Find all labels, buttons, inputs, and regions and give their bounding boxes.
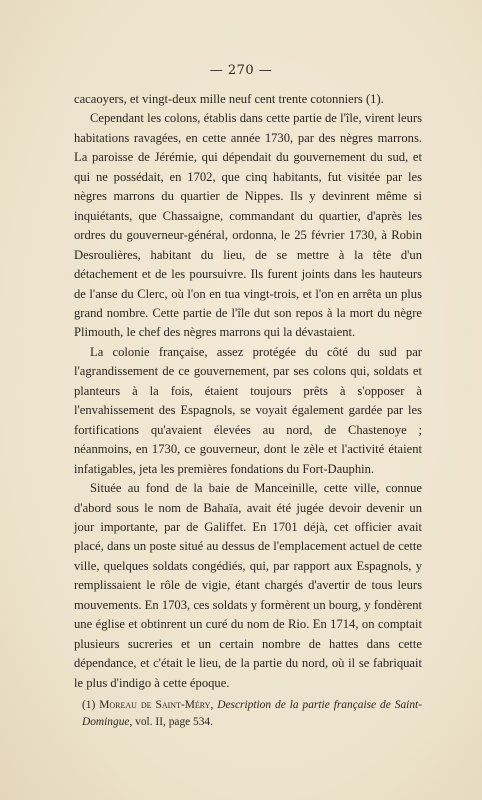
paragraph-continuation: cacaoyers, et vingt-deux mille neuf cent trente cotonniers (1). — [74, 92, 384, 106]
footnote: (1) Moreau de Saint-Méry, Description de la partie française de Saint-Domingue, vol. II, page 534. — [82, 699, 422, 728]
paragraph-colonie: La colonie française, assez protégée du côté du sud par l'agrandissement de ce gouvernement, par ses colons qui, soldats et planteurs à la fois, étaient toujours prêts à s'opposer à l'envahissement des Espagnols, se voyait également gardée par les fortifications qu'avaient élevées au nord, de Chastenoye ; néanmoins, en 1730, ce gouverneur, dont le zèle et l'activité étaient infatigables, jeta les premières fondations du Fort-Dauphin. — [74, 344, 422, 476]
footnote-marker: (1) — [82, 699, 96, 711]
footnote-author: Moreau de Saint-Méry — [99, 699, 211, 711]
page-number: — 270 — — [209, 63, 273, 78]
main-text — [74, 90, 422, 693]
paragraph-marrons: Cependant les colons, établis dans cette partie de l'île, virent leurs habitations ravagées, en cette année 1730, par des nègres marrons. La paroisse de Jérémie, qui dépendait du gouvernement du sud, et qui ne possédait, en 1702, que cinq habitants, fut visitée par les nègres marrons du quartier de Nippes. Ils y devinrent même si inquiétants, que Chassaigne, commandant du quartier, d'après les ordres du gouverneur-général, ordonna, le 25 février 1730, à Robin Desroulières, habitant du lieu, de se mettre à la tête d'un détachement et de les poursuivre. Ils furent joints dans les hauteurs de l'anse du Clerc, où l'on en tua vingt-trois, et l'on en arrêta un plus grand nombre. Cette partie de l'île dut son repos à la mort du nègre Plimouth, le chef des nègres marrons qui la dévastaient. — [74, 111, 422, 340]
footnote-title: Description de la partie française de Saint-Domingue — [82, 699, 422, 728]
paragraph-fort-dauphin: Située au fond de la baie de Manceinille, cette ville, connue d'abord sous le nom de Bahaïa, avait été jugée devoir devenir un jour importante, par de Galiffet. En 1701 déjà, cet officier avait placé, dans un poste situé au dessus de l'emplacement actuel de cette ville, quelques soldats congédiés, qui, par rapport aux Espagnols, y remplissaient le rôle de vigie, étant chargés d'avertir de tous leurs mouvements. En 1703, ces soldats y formèrent un bourg, y fondèrent une église et obtinrent un curé du nom de Rio. En 1714, on comptait plusieurs sucreries et un certain nombre de hattes dans cette dépendance, et c'était le lieu, de la partie du nord, où il se fabriquait le plus d'indigo à cette époque. — [74, 481, 422, 690]
footnote-reference: , vol. II, page 534. — [129, 716, 213, 728]
